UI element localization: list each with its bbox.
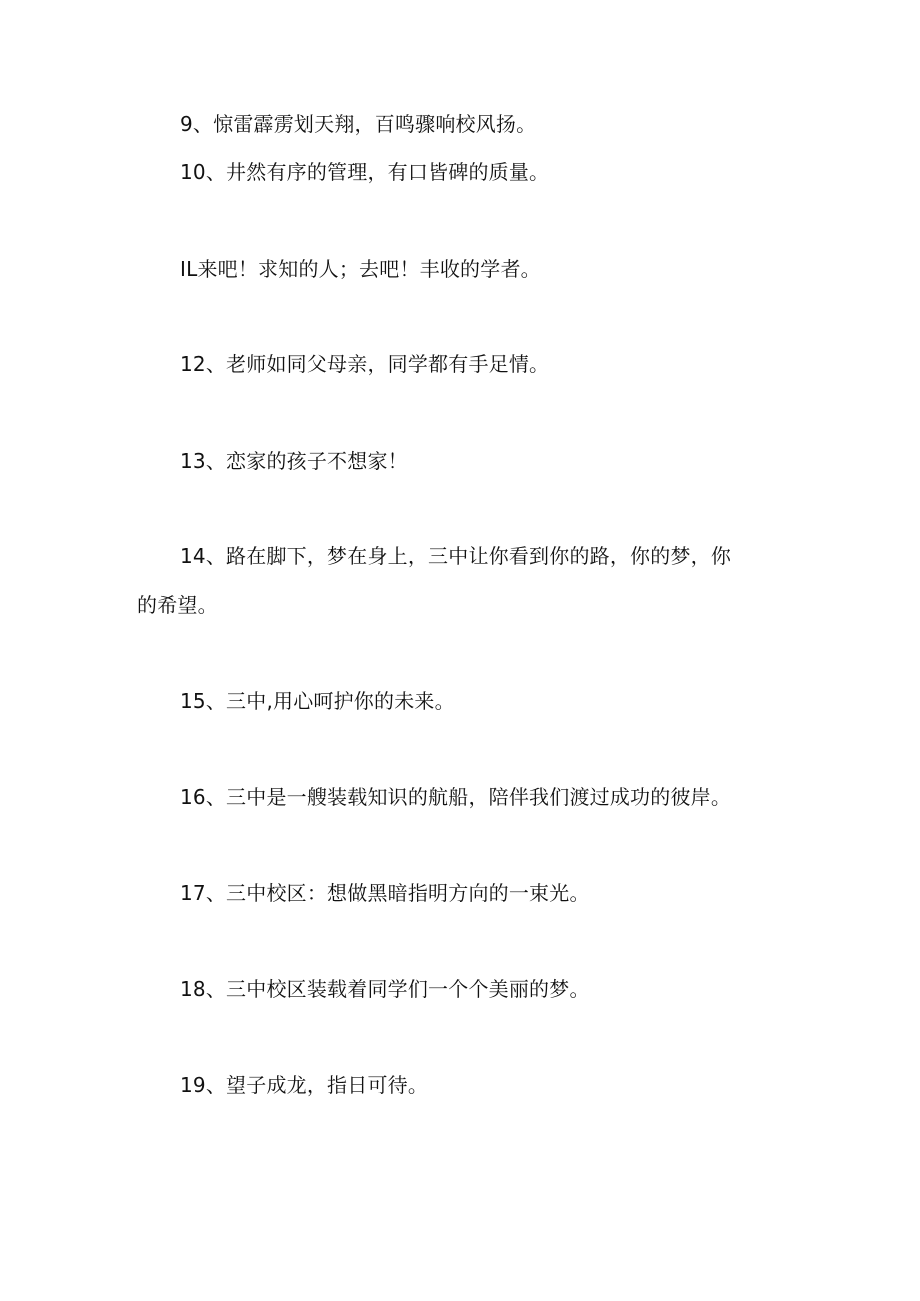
slogan-item-9: 9、惊雷霹雳划天翔，百鸣骤响校风扬。 bbox=[180, 112, 537, 136]
slogan-item-19: 19、望子成龙，指日可待。 bbox=[180, 1073, 429, 1097]
slogan-item-10: 10、井然有序的管理，有口皆碑的质量。 bbox=[180, 160, 550, 184]
slogan-item-15: 15、三中,用心呵护你的未来。 bbox=[180, 689, 455, 713]
slogan-item-17: 17、三中校区：想做黑暗指明方向的一束光。 bbox=[180, 881, 590, 905]
slogan-item-12: 12、老师如同父母亲，同学都有手足情。 bbox=[180, 352, 550, 376]
slogan-item-18: 18、三中校区装载着同学们一个个美丽的梦。 bbox=[180, 977, 590, 1001]
slogan-item-11: IL来吧！求知的人；去吧！丰收的学者。 bbox=[180, 257, 541, 281]
slogan-item-16: 16、三中是一艘装载知识的航船，陪伴我们渡过成功的彼岸。 bbox=[180, 785, 732, 809]
slogan-item-13: 13、恋家的孩子不想家！ bbox=[180, 449, 408, 473]
slogan-item-14: 14、路在脚下，梦在身上，三中让你看到你的路，你的梦，你 bbox=[180, 544, 732, 568]
slogan-item-14-continuation: 的希望。 bbox=[137, 593, 218, 617]
